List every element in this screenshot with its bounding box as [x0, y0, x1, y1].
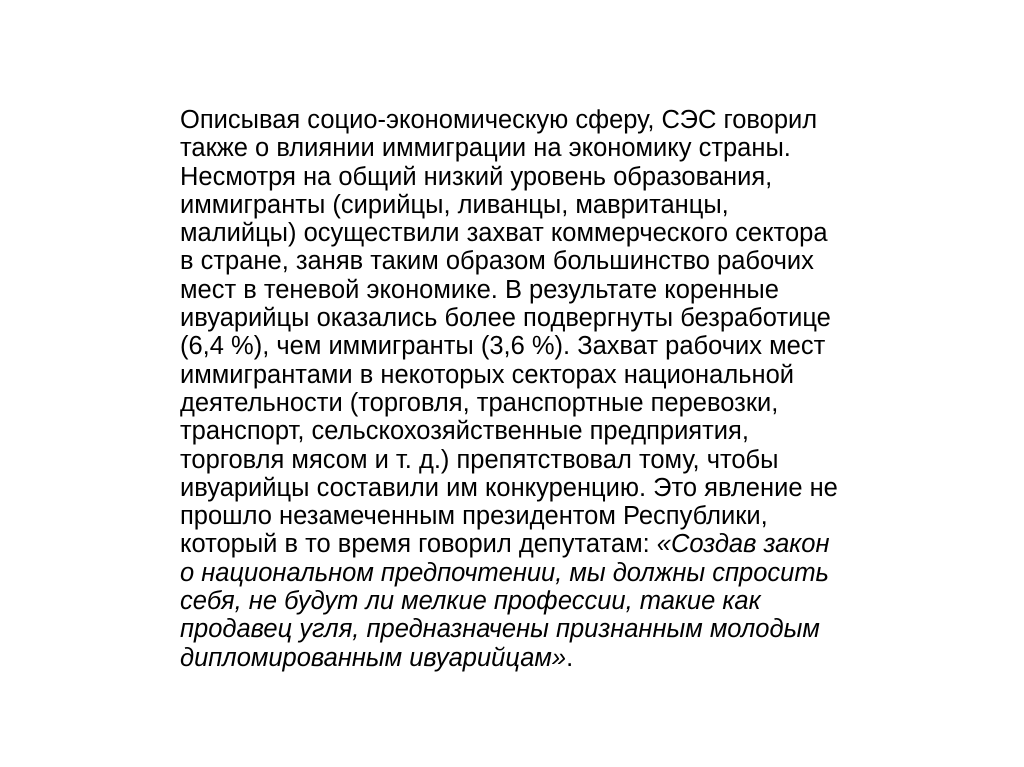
paragraph-plain-text: Описывая социо-экономическую сферу, СЭС говорил также о влиянии иммиграции на экономику страны. Несмотря на общий низкий уровень образования, иммигранты (сирийцы, ливанцы, мавританцы, малийцы) осуществили захват коммерческого сектора в стране, заняв таким образом большинство рабочих мест в теневой экономике. В результате коренные ивуарийцы оказались более подвергнуты безработице (6,4 %), чем иммигранты (3,6 %). Захват рабочих мест иммигрантами в некоторых секторах национальной деятельности (торговля, транспортные перевозки, транспорт, сельскохозяйственные предприятия, торговля мясом и т. д.) препятствовал тому, чтобы ивуарийцы составили им конкуренцию. Это явление не прошло незамеченным президентом Республики, который в то время говорил депутатам:: [180, 106, 838, 559]
president-quote: «Создав закон о национальном предпочтении, мы должны спросить себя, не будут ли мелкие профессии, такие как продавец угля, предназначены признанным молодым дипломированным ивуарийцам»: [180, 530, 830, 672]
paragraph-end-punctuation: .: [566, 643, 574, 672]
body-paragraph: [180, 106, 960, 672]
